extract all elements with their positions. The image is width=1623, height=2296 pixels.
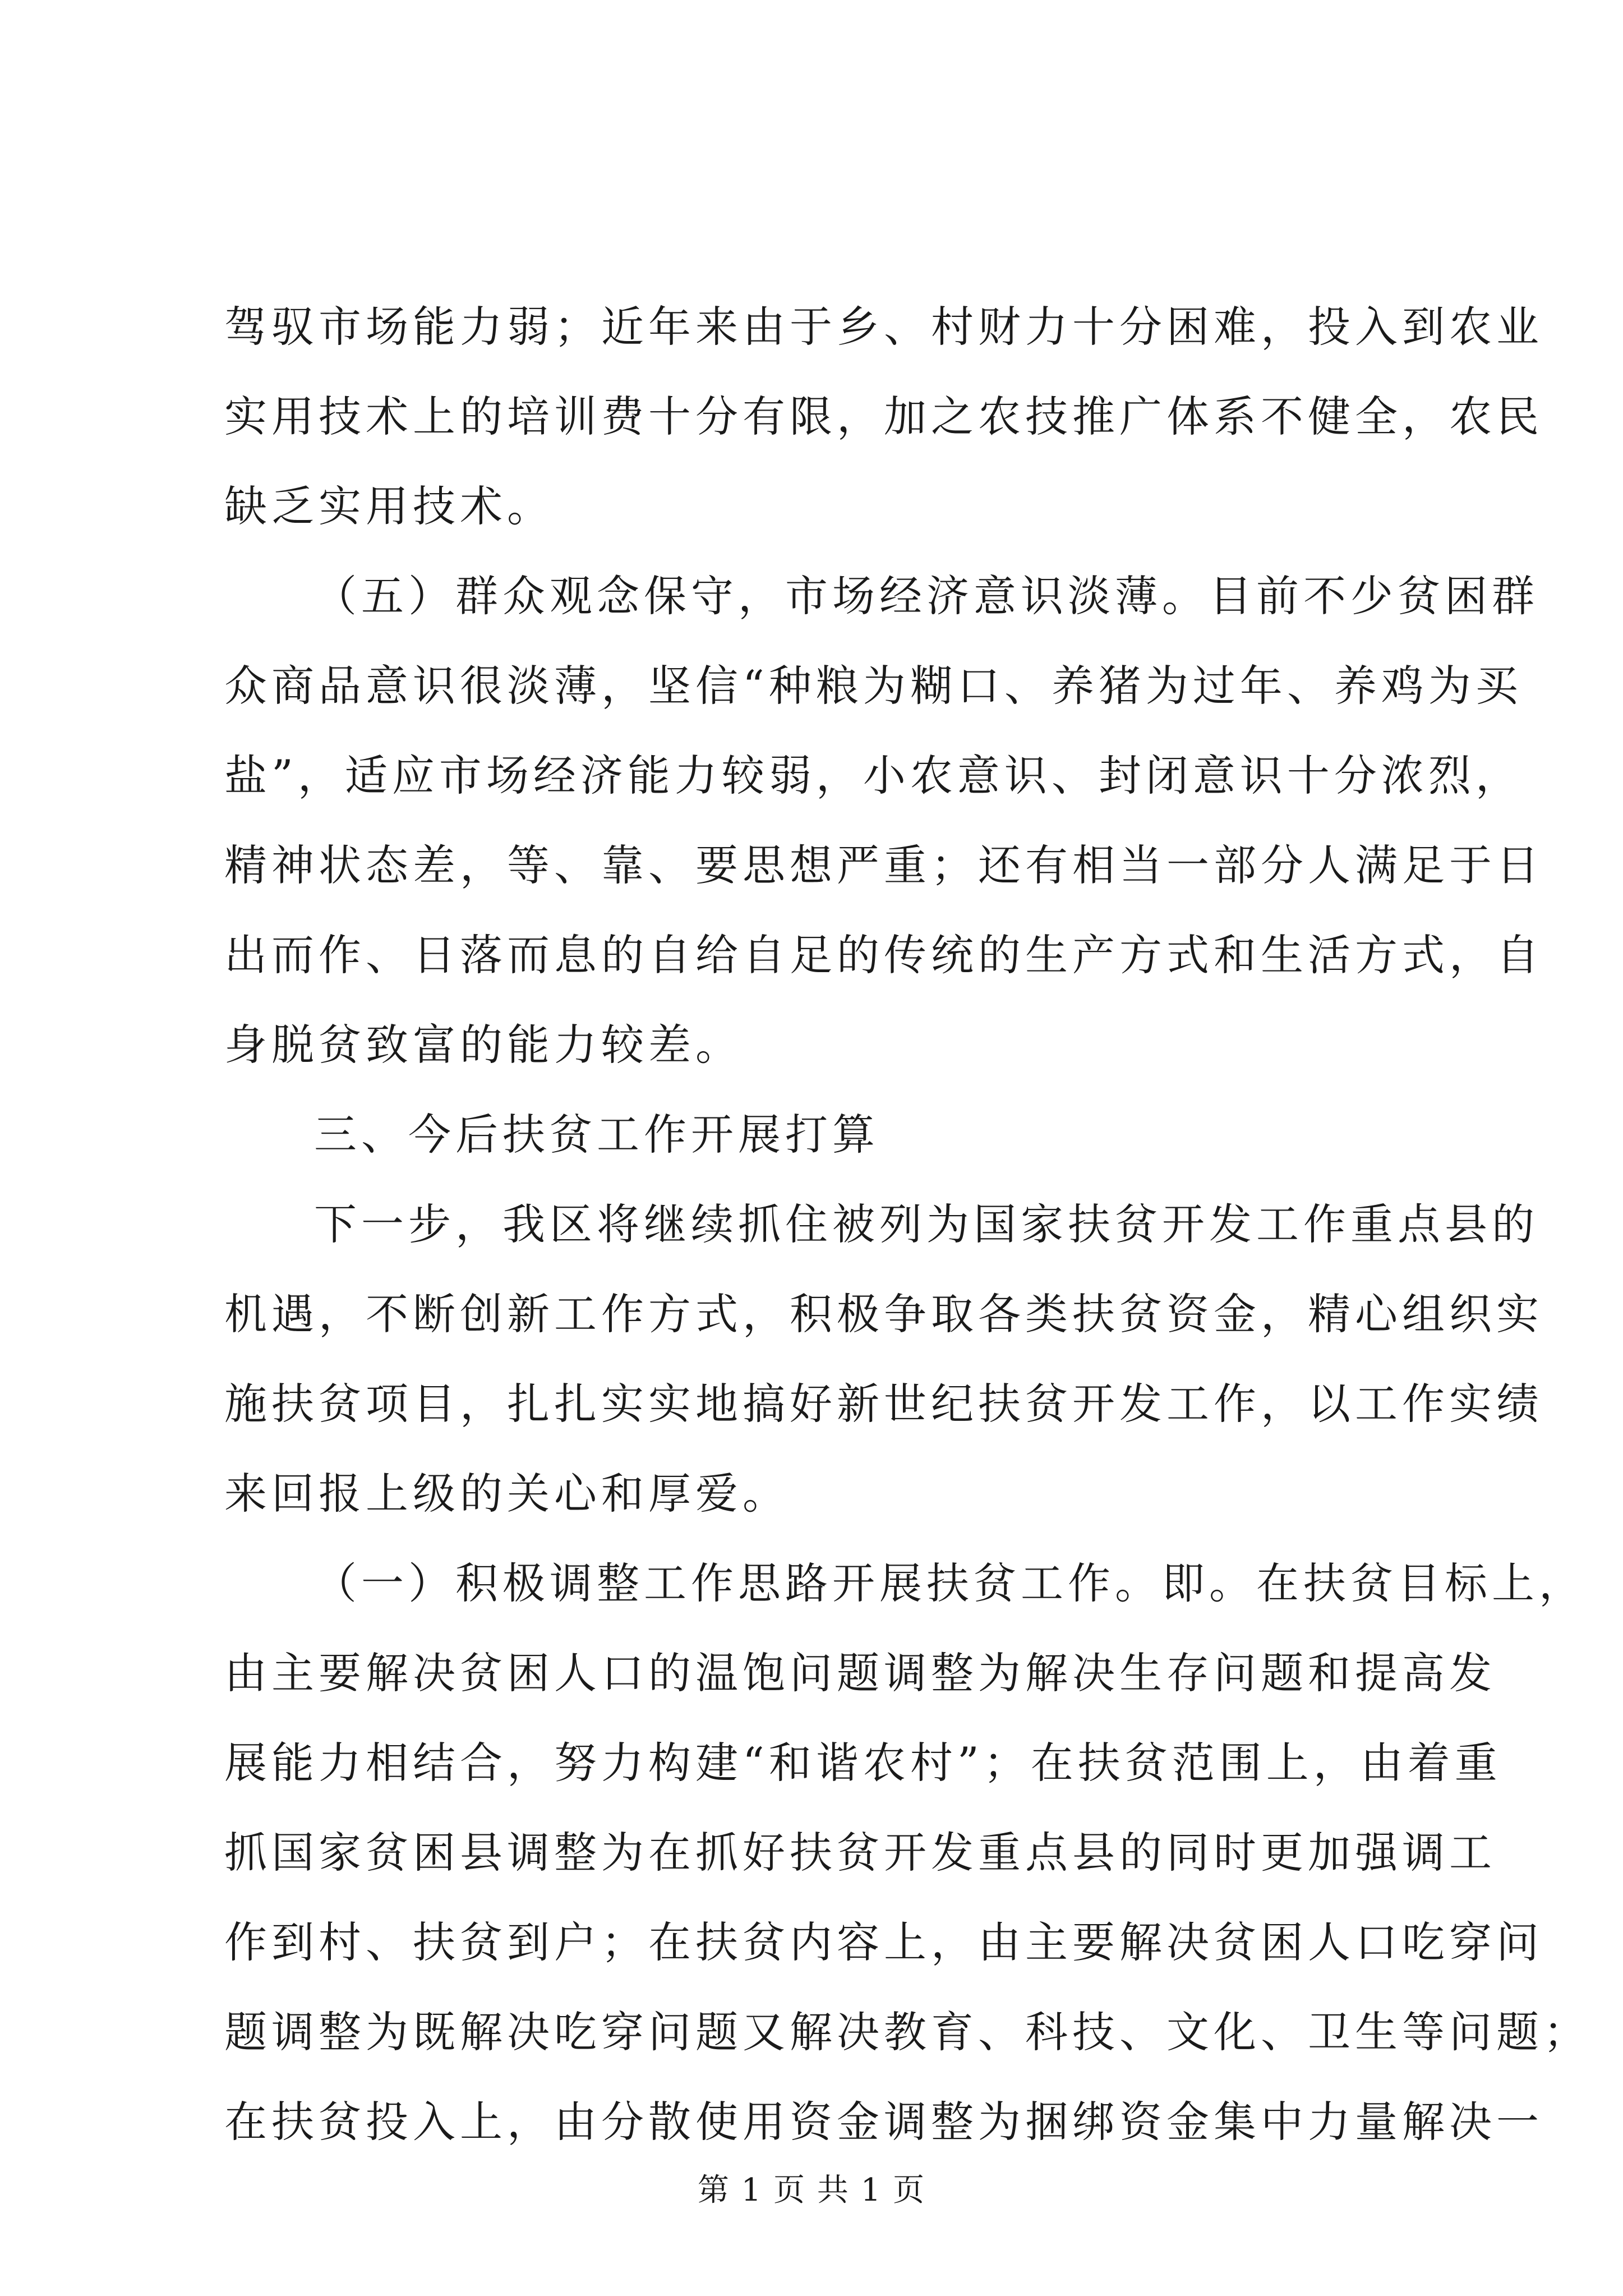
text-line: 展能力相结合，努力构建“和谐农村”；在扶贫范围上，由着重	[224, 1738, 1502, 1788]
section-heading: 三、今后扶贫工作开展打算	[314, 1110, 879, 1159]
text-line: 题调整为既解决吃穿问题又解决教育、科技、文化、卫生等问题；	[224, 2007, 1590, 2057]
text-line: 作到村、扶贫到户；在扶贫内容上，由主要解决贫困人口吃穿问	[224, 1917, 1543, 1967]
paragraph-heading-1: （一）积极调整工作思路开展扶贫工作。即。在扶贫目标上，	[314, 1558, 1586, 1608]
text-line: 机遇，不断创新工作方式，积极争取各类扶贫资金，精心组织实	[224, 1289, 1543, 1339]
text-line: 抓国家贫困县调整为在抓好扶贫开发重点县的同时更加强调工	[224, 1828, 1496, 1878]
text-line: 盐”，适应市场经济能力较弱，小农意识、封闭意识十分浓烈，	[224, 751, 1523, 800]
text-line: 由主要解决贫困人口的温饱问题调整为解决生存问题和提高发	[224, 1648, 1496, 1698]
text-line: 精神状态差，等、靠、要思想严重；还有相当一部分人满足于日	[224, 840, 1543, 890]
text-line: 身脱贫致富的能力较差。	[224, 1020, 743, 1070]
text-line: 下一步，我区将继续抓住被列为国家扶贫开发工作重点县的	[314, 1199, 1539, 1249]
text-line: 施扶贫项目，扎扎实实地搞好新世纪扶贫开发工作，以工作实绩	[224, 1379, 1543, 1429]
text-line: 众商品意识很淡薄，坚信“种粮为糊口、养猪为过年、养鸡为买	[224, 661, 1523, 711]
text-line: 来回报上级的关心和厚爱。	[224, 1469, 790, 1519]
text-line: 出而作、日落而息的自给自足的传统的生产方式和生活方式，自	[224, 930, 1543, 980]
text-line: 缺乏实用技术。	[224, 481, 554, 531]
text-line: 在扶贫投入上，由分散使用资金调整为捆绑资金集中力量解决一	[224, 2097, 1543, 2147]
page-footer: 第 1 页 共 1 页	[697, 2172, 926, 2208]
text-line: 实用技术上的培训费十分有限，加之农技推广体系不健全，农民	[224, 392, 1543, 441]
text-line: 驾驭市场能力弱；近年来由于乡、村财力十分困难，投入到农业	[224, 302, 1543, 352]
paragraph-heading-5: （五）群众观念保守，市场经济意识淡薄。目前不少贫困群	[314, 571, 1539, 621]
